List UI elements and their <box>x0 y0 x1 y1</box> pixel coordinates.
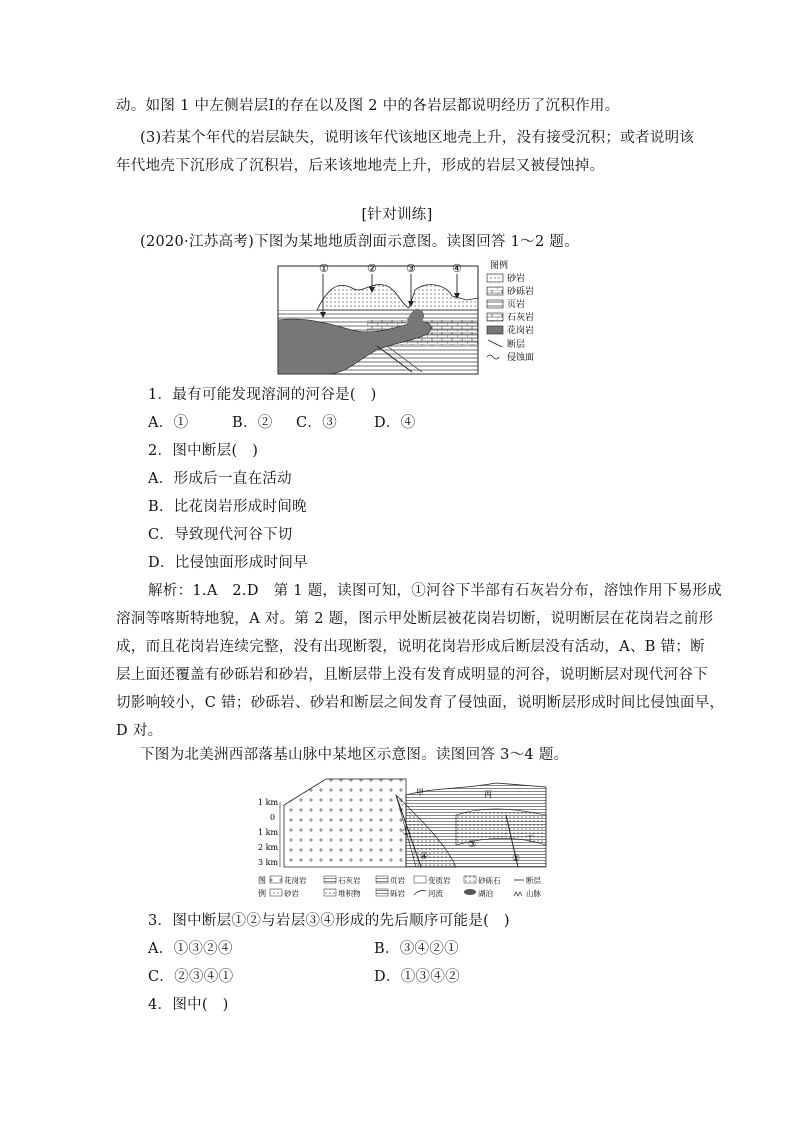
analysis-line: 成，而且花岗岩连续完整，没有出现断裂，说明花岗岩形成后断层没有活动，A、B 错；断 <box>116 639 706 655</box>
number-marker: ④ <box>420 852 429 862</box>
legend-label: 湖泊 <box>478 889 493 898</box>
legend-label: 石灰岩 <box>338 876 361 885</box>
paragraph-line: 动。如图 1 中左侧岩层Ⅰ的存在以及图 2 中的各岩层都说明经历了沉积作用。 <box>116 98 620 114</box>
analysis-line: 层上面还覆盖有砂砾岩和砂岩，且断层带上没有发育成明显的河谷，说明断层对现代河谷下 <box>116 667 708 683</box>
option: C．导致现代河谷下切 <box>148 527 293 543</box>
legend-label: 石灰岩 <box>507 313 535 323</box>
option: D．④ <box>374 415 416 431</box>
question-stem: 3．图中断层①②与岩层③④形成的先后顺序可能是( ) <box>148 913 510 929</box>
legend-label: 页岩 <box>390 876 405 885</box>
valley-marker: ② <box>367 262 377 275</box>
option: A．形成后一直在活动 <box>148 471 292 487</box>
paragraph-line: (3)若某个年代的岩层缺失，说明该年代该地区地壳上升，没有接受沉积；或者说明该 <box>140 130 695 146</box>
place-label: 丙 <box>484 790 492 799</box>
legend-label: 河流 <box>428 889 443 898</box>
analysis-line: 溶洞等喀斯特地貌，A 对。第 2 题，图示甲处断层被花岗岩切断，说明断层在花岗岩之前形 <box>116 611 714 627</box>
valley-marker: ① <box>319 262 329 275</box>
option: B．③④②① <box>374 941 459 957</box>
analysis-line: 解析：1.A 2.D 第 1 题，读图可知，①河谷下半部有石灰岩分布，溶蚀作用下易形成 <box>148 583 723 599</box>
question-stem: 4．图中( ) <box>148 997 229 1013</box>
legend-swatch <box>488 340 502 347</box>
option: D．①③④② <box>374 969 460 985</box>
legend-swatch <box>487 287 503 295</box>
legend-label: 堆积物 <box>338 889 361 898</box>
option: A．①③②④ <box>148 941 233 957</box>
legend-label: 花岗岩 <box>284 876 307 885</box>
depth-label: 3 km <box>258 858 279 867</box>
depth-label: 0 <box>270 813 276 822</box>
legend-label: 花岗岩 <box>507 326 535 336</box>
question-stem: 1．最有可能发现溶洞的河谷是( ) <box>148 387 377 403</box>
option: D．比侵蚀面形成时间早 <box>148 555 308 571</box>
option: B．② <box>232 415 273 431</box>
legend-title: 图例 <box>490 261 509 271</box>
paragraph-line: 年代地壳下沉形成了沉积岩，后来该地地壳上升，形成的岩层又被侵蚀掉。 <box>116 158 605 174</box>
valley-marker: ④ <box>452 262 462 275</box>
number-marker: ③ <box>468 840 477 850</box>
legend-label: 砂岩 <box>284 889 299 898</box>
legend-label: 变质岩 <box>428 876 451 885</box>
option: C．③ <box>296 415 337 431</box>
legend-swatch <box>487 355 499 359</box>
number-marker: ② <box>512 854 521 864</box>
legend-label: 断层 <box>507 340 526 350</box>
place-label: 丁 <box>526 834 534 843</box>
legend-swatch <box>487 300 503 308</box>
valley-marker: ③ <box>406 262 416 275</box>
legend-head: 例 <box>258 889 266 898</box>
legend-label: 断层 <box>526 876 541 885</box>
question-intro: 下图为北美洲西部落基山脉中某地区示意图。读图回答 3～4 题。 <box>140 747 569 763</box>
legend-label: 山脉 <box>526 889 541 898</box>
option: C．②③④① <box>148 969 234 985</box>
section-title: [针对训练] <box>361 207 433 223</box>
analysis-line: D 对。 <box>116 723 163 739</box>
legend-head: 图 <box>258 876 266 885</box>
legend-swatch <box>487 326 503 334</box>
legend-label: 页岩 <box>507 300 526 310</box>
legend-label: 砂砾岩 <box>507 287 535 297</box>
option: A．① <box>148 415 189 431</box>
question-stem: 2．图中断层( ) <box>148 443 259 459</box>
place-label: 甲 <box>416 788 424 797</box>
depth-label: 1 km <box>258 828 279 837</box>
depth-label: 2 km <box>258 843 279 852</box>
geologic-section-svg <box>277 260 545 375</box>
analysis-line: 切影响较小，C 错；砂砾岩、砂岩和断层之间发育了侵蚀面，说明断层形成时间比侵蚀面早， <box>116 695 725 711</box>
question-intro: (2020·江苏高考)下图为某地地质剖面示意图。读图回答 1～2 题。 <box>140 234 579 250</box>
legend-label: 砾岩 <box>390 889 405 898</box>
legend-label: 砂岩 <box>507 274 526 284</box>
legend-swatch <box>487 274 503 282</box>
number-marker: ① <box>402 828 411 838</box>
legend-swatch <box>487 313 503 321</box>
depth-label: 1 km <box>258 798 279 807</box>
option: B．比花岗岩形成时间晚 <box>148 499 307 515</box>
rocky-mountain-figure <box>256 775 551 903</box>
rocky-mountain-svg <box>256 775 551 903</box>
legend-label: 砂砾石 <box>478 876 501 885</box>
geologic-section-figure <box>277 260 545 375</box>
legend-label: 侵蚀面 <box>507 353 535 363</box>
